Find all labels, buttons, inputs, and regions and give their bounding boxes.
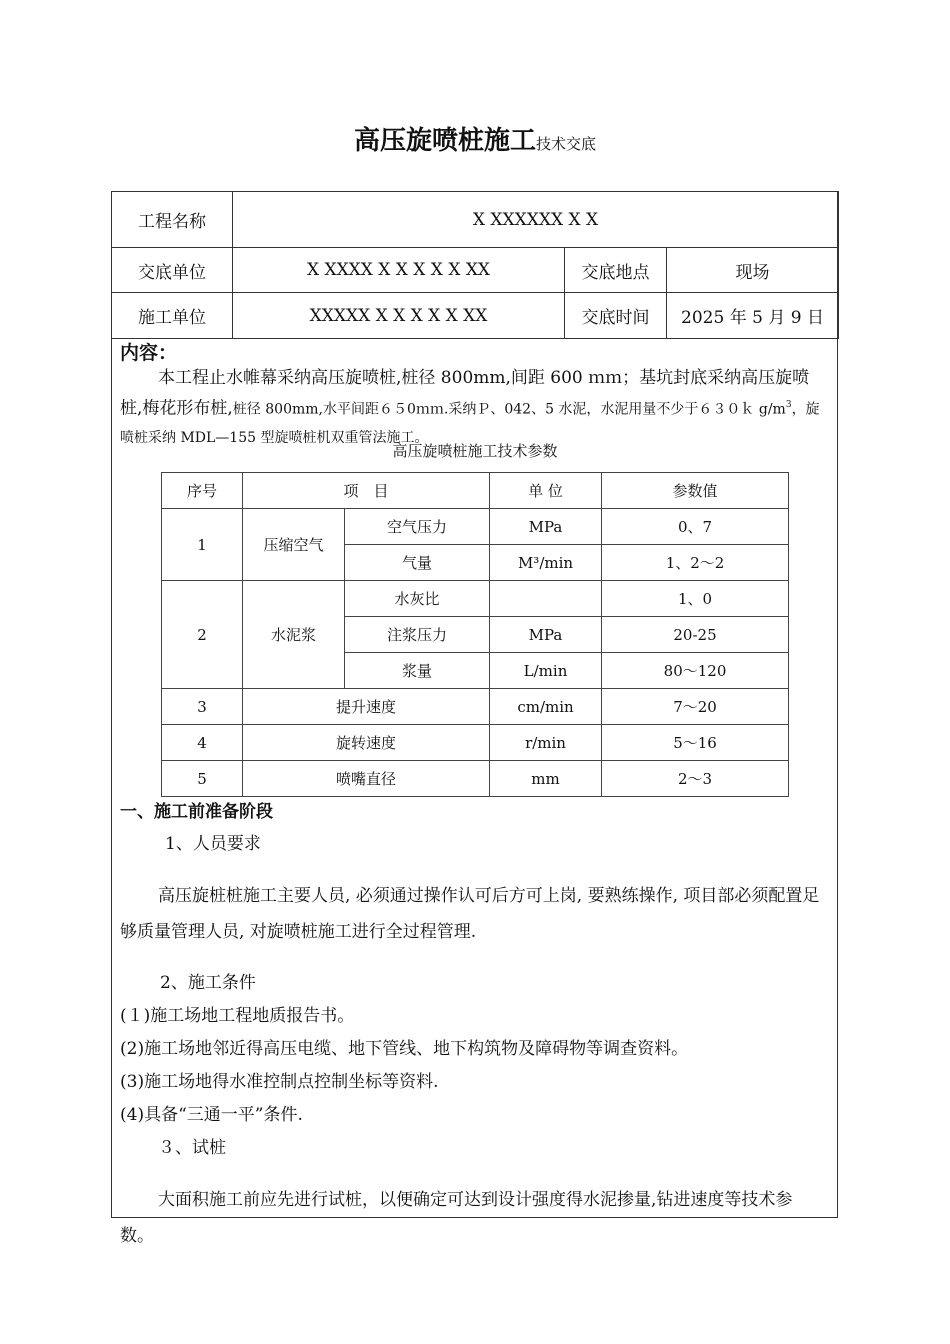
issuer-value: X XXXX X X X X X XX (233, 248, 565, 293)
parameters-table (161, 472, 789, 797)
paragraph-trial-pile: 大面积施工前应先进行试桩，以便确定可达到设计强度得水泥掺量,钻进速度等技术参数。 (120, 1190, 793, 1246)
condition-item: (4)具备“三通一平”条件. (120, 1105, 303, 1125)
unit-cell (490, 581, 602, 617)
time-label: 交底时间 (565, 293, 667, 339)
intro-paragraph (120, 365, 828, 452)
item-name: 气量 (345, 545, 490, 581)
table-header-row (162, 473, 789, 509)
col-header-unit: 单 位 (490, 473, 602, 509)
group-name: 压缩空气 (243, 509, 345, 581)
project-label: 工程名称 (112, 192, 233, 248)
builder-value: XXXXX X X X X X XX (233, 293, 565, 339)
group-name: 水泥浆 (243, 581, 345, 689)
header-table (111, 191, 839, 339)
condition-item: (2)施工场地邻近得高压电缆、地下管线、地下构筑物及障碍物等调查资料。 (120, 1039, 689, 1059)
time-value: 2025 年 5 月 9 日 (667, 293, 839, 339)
content-heading: 内容： (120, 342, 178, 364)
item-name: 空气压力 (345, 509, 490, 545)
unit-cell: MPa (490, 509, 602, 545)
section-heading: 一、施工前准备阶段 (120, 802, 273, 822)
condition-item: (１)施工场地工程地质报告书。 (120, 1006, 355, 1026)
table-row (162, 689, 789, 725)
value-cell: 80～120 (602, 653, 789, 689)
condition-item: (3)施工场地得水准控制点控制坐标等资料. (120, 1072, 439, 1092)
value-cell: 1、0 (602, 581, 789, 617)
table-row (162, 509, 789, 545)
col-header-value: 参数值 (602, 473, 789, 509)
value-cell: 2～3 (602, 761, 789, 797)
body-section (120, 796, 825, 1271)
table-row (162, 725, 789, 761)
table-row (162, 581, 789, 617)
subheading-conditions: 2、施工条件 (160, 973, 256, 993)
value-cell: 7～20 (602, 689, 789, 725)
content-section (120, 338, 828, 452)
item-name: 浆量 (345, 653, 490, 689)
issuer-label: 交底单位 (112, 248, 233, 293)
item-name: 喷嘴直径 (243, 761, 490, 797)
row-no: 3 (162, 689, 243, 725)
subheading-trial-pile: ３、试桩 (158, 1138, 226, 1158)
intro-text-c: ，旋喷桩采纳 MDL—155 型旋喷桩机双重管法施工。 (120, 401, 820, 446)
unit-cell: cm/min (490, 689, 602, 725)
title-sub: 技术交底 (536, 135, 597, 153)
col-header-no: 序号 (162, 473, 243, 509)
title-main: 高压旋喷桩施工 (353, 126, 536, 156)
item-name: 提升速度 (243, 689, 490, 725)
value-cell: 20-25 (602, 617, 789, 653)
value-cell: 1、2～2 (602, 545, 789, 581)
intro-text-a: 本工程止水帷幕采纳高压旋喷桩,桩径 800mm,间距 600 ｍｍ；基坑封底采纳高压旋喷桩,梅花形布桩, (120, 368, 810, 419)
project-value: X XXXXXX X X (233, 192, 839, 248)
value-cell: 5～16 (602, 725, 789, 761)
place-value: 现场 (667, 248, 839, 293)
unit-cell: L/min (490, 653, 602, 689)
unit-cell: MPa (490, 617, 602, 653)
row-no: 5 (162, 761, 243, 797)
item-name: 旋转速度 (243, 725, 490, 761)
unit-cell: M³/min (490, 545, 602, 581)
row-no: 1 (162, 509, 243, 581)
item-name: 注浆压力 (345, 617, 490, 653)
row-no: 2 (162, 581, 243, 689)
subheading-personnel: 1、人员要求 (165, 834, 261, 854)
place-label: 交底地点 (565, 248, 667, 293)
document-title (0, 120, 950, 157)
unit-cell: r/min (490, 725, 602, 761)
unit-cell: mm (490, 761, 602, 797)
paragraph-personnel: 高压旋桩桩施工主要人员, 必须通过操作认可后方可上岗, 要熟练操作, 项目部必须配置足够质量管理人员, 对旋喷桩施工进行全过程管理. (120, 886, 820, 942)
value-cell: 0、7 (602, 509, 789, 545)
row-no: 4 (162, 725, 243, 761)
item-name: 水灰比 (345, 581, 490, 617)
intro-text-b: 桩径 800mm,水平间距６５0ｍｍ.采纳Ｐ、042、5 水泥，水泥用量不少于６３０ｋ g/m (232, 401, 786, 418)
intro-superscript: 3 (785, 400, 792, 410)
table-caption: 高压旋喷桩施工技术参数 (392, 442, 558, 460)
table-row (162, 761, 789, 797)
builder-label: 施工单位 (112, 293, 233, 339)
col-header-item: 项 目 (243, 473, 490, 509)
